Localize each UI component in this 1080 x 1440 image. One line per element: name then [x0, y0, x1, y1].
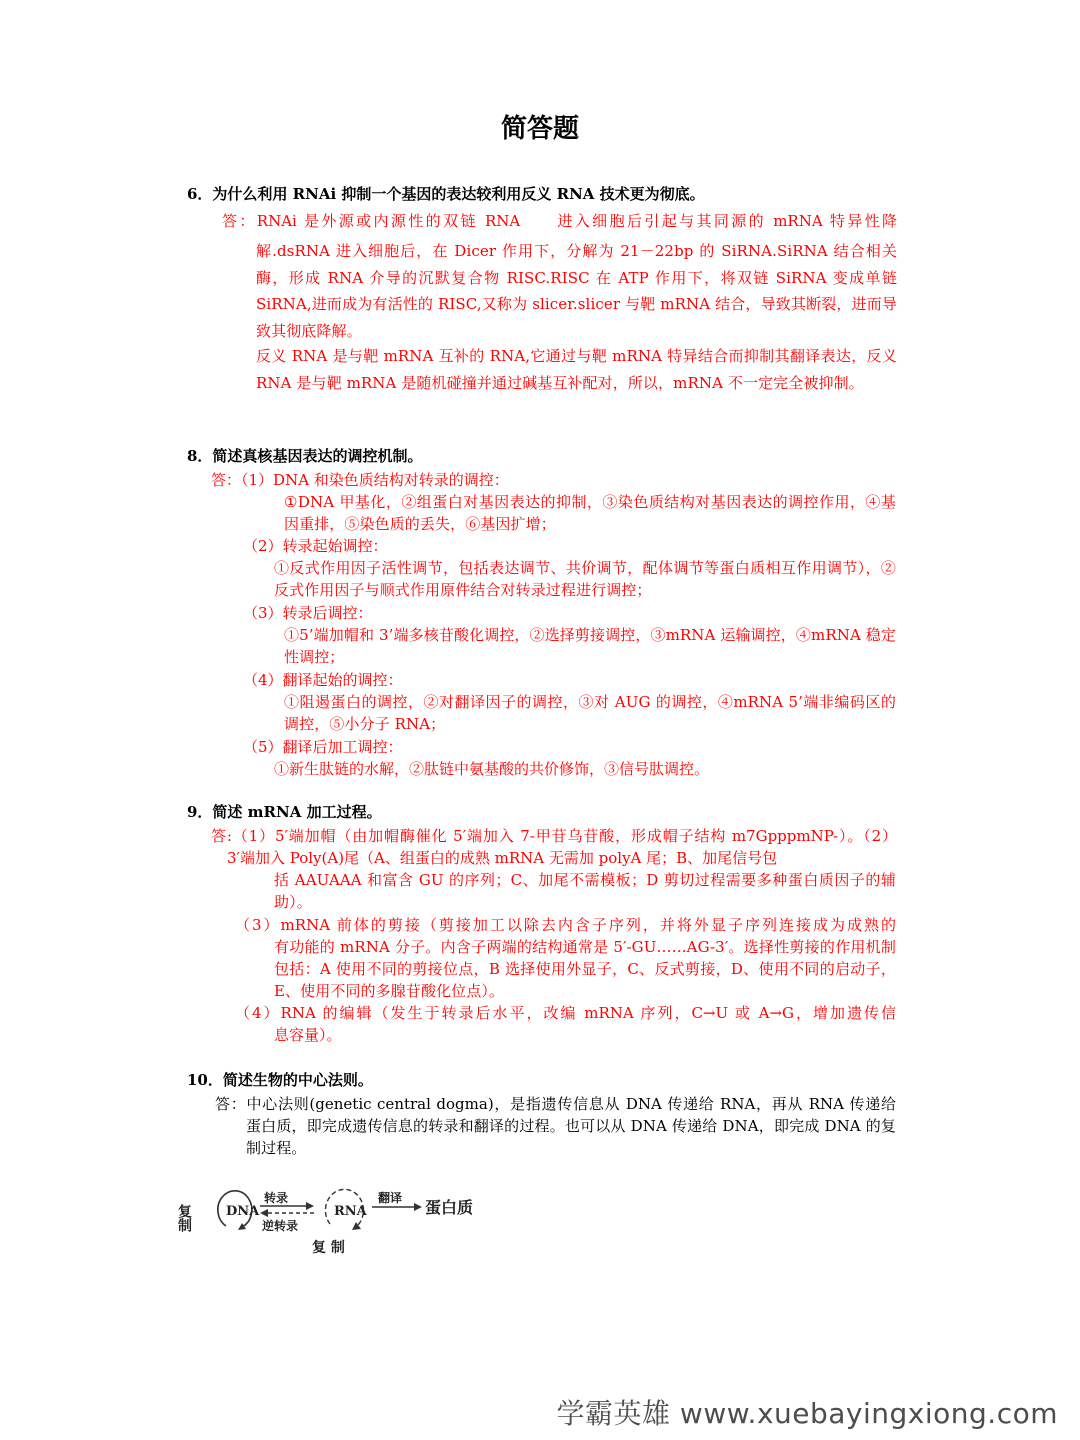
- q9-answer-3-body: 有功能的 mRNA 分子。内含子两端的结构通常是 5′-GU……AG-3′。选择性剪接的作用机制包括：A 使用不同的剪接位点，B 选择使用外显子，C、反式剪接，D、使用不同的启动子，E、使用不同的多腺苷酸化位点）。: [274, 938, 896, 1000]
- q10-answer-line1: 答：中心法则(genetic central dogma)，是指遗传信息从 DNA 传递给 RNA，再从 RNA 传递给: [215, 1095, 896, 1113]
- question-10: 10．简述生物的中心法则。: [187, 1071, 373, 1089]
- question-6: 6．为什么利用 RNAi 抑制一个基因的表达较利用反义 RNA 技术更为彻底。: [187, 185, 705, 203]
- translation-arrowhead: [414, 1203, 422, 1211]
- question-9: 9．简述 mRNA 加工过程。: [187, 803, 382, 821]
- diagram-protein-label: 蛋白质: [425, 1198, 474, 1217]
- q9-answer-4-body: 息容量）。: [274, 1026, 342, 1044]
- watermark: 学霸英雄 www.xuebayingxiong.com: [556, 1397, 1058, 1430]
- diagram-replication-bottom-label: 复 制: [312, 1240, 345, 1256]
- q8-answer-5-head: （5）翻译后加工调控：: [243, 738, 403, 756]
- diagram-rna-label: RNA: [334, 1204, 367, 1219]
- q9-answer-4-head: （4）RNA 的编辑（发生于转录后水平，改编 mRNA 序列，C→U 或 A→G，增加遗传信: [235, 1004, 896, 1022]
- diagram-translation-label: 翻译: [378, 1191, 403, 1205]
- diagram-transcription-label: 转录: [264, 1191, 289, 1205]
- q8-answer-4-body: ①阻遏蛋白的调控，②对翻译因子的调控，③对 AUG 的调控，④mRNA 5’端非编码区的调控，⑤小分子 RNA；: [284, 693, 896, 733]
- q9-answer-line1: 答:（1）5′端加帽（由加帽酶催化 5′端加入 7-甲苷乌苷酸，形成帽子结构 m7GpppmNP-）。（2）: [211, 827, 897, 845]
- reverse-transcription-arrowhead: [260, 1209, 268, 1217]
- q6-answer-para2: 反义 RNA 是与靶 mRNA 互补的 RNA,它通过与靶 mRNA 特异结合而抑制其翻译表达，反义 RNA 是与靶 mRNA 是随机碰撞并通过碱基互补配对，所以，mRNA 不一定完全被抑制。: [256, 347, 897, 392]
- q9-answer-para3: 括 AAUAAA 和富含 GU 的序列；C、加尾不需模板；D 剪切过程需要多种蛋白质因子的辅助）。: [274, 871, 896, 911]
- q8-answer-5-body: ①新生肽链的水解，②肽链中氨基酸的共价修饰，③信号肽调控。: [274, 760, 710, 778]
- q8-answer-4-head: （4）翻译起始的调控：: [243, 671, 403, 689]
- q8-answer-2-body: ①反式作用因子活性调节，包括表达调节、共价调节，配体调节等蛋白质相互作用调节），②反式作用因子与顺式作用原件结合对转录过程进行调控；: [274, 559, 896, 599]
- q8-answer-3-head: （3）转录后调控：: [243, 604, 373, 622]
- page-title: 简答题: [500, 114, 579, 144]
- question-8: 8．简述真核基因表达的调控机制。: [187, 447, 423, 465]
- q8-answer-3-body: ①5’端加帽和 3’端多核苷酸化调控，②选择剪接调控，③mRNA 运输调控，④mRNA 稳定性调控；: [284, 626, 896, 666]
- q6-answer-line1: 答：RNAi 是外源或内源性的双链 RNA 进入细胞后引起与其同源的 mRNA 特异性降: [222, 212, 897, 230]
- dna-replication-arrowhead: [238, 1223, 246, 1230]
- q9-answer-line2: 3′端加入 Poly(A)尾（A、组蛋白的成熟 mRNA 无需加 polyA 尾；B、加尾信号包: [227, 849, 778, 867]
- q9-answer-3-head: （3）mRNA 前体的剪接（剪接加工以除去内含子序列，并将外显子序列连接成为成熟的: [235, 916, 896, 934]
- q8-answer-2-head: （2）转录起始调控：: [243, 537, 388, 555]
- q8-answer-1-body: ①DNA 甲基化，②组蛋白对基因表达的抑制，③染色质结构对基因表达的调控作用，④基因重排，⑤染色质的丢失，⑥基因扩增；: [284, 493, 896, 533]
- q6-answer-para1: 解.dsRNA 进入细胞后，在 Dicer 作用下，分解为 21－22bp 的 SiRNA.SiRNA 结合相关酶，形成 RNA 介导的沉默复合物 RISC.RISC 在 ATP 作用下，将双链 SiRNA 变成单链 SiRNA,进而成为有活性的 RISC,又称为 slicer.slicer 与靶 mRNA 结合，导致其断裂，进而导致其彻底降解。: [256, 242, 897, 340]
- q8-answer-1-head: 答：（1）DNA 和染色质结构对转录的调控：: [211, 471, 509, 489]
- q10-answer-body: 蛋白质，即完成遗传信息的转录和翻译的过程。也可以从 DNA 传递给 DNA，即完成 DNA 的复制过程。: [246, 1117, 896, 1157]
- diagram-reverse-transcription-label: 逆转录: [262, 1219, 299, 1233]
- diagram-dna-label: DNA: [226, 1204, 260, 1219]
- transcription-arrowhead: [306, 1202, 314, 1210]
- diagram-replication-left-label: 复制: [176, 1204, 192, 1232]
- central-dogma-diagram: [176, 1182, 490, 1260]
